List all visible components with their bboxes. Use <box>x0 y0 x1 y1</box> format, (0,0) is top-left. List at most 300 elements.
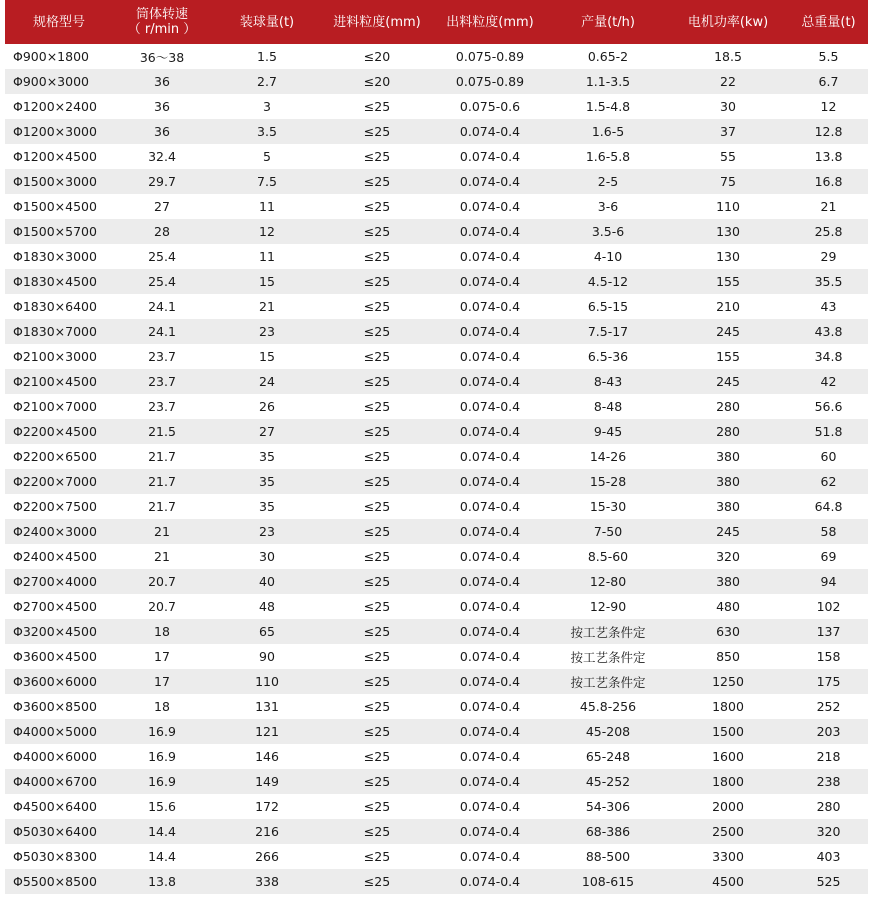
cell-discharge-size: 0.074-0.4 <box>459 524 521 539</box>
cell-model: Φ1500×5700 <box>13 224 97 239</box>
table-row <box>5 519 868 544</box>
cell-discharge-size: 0.074-0.4 <box>459 299 521 314</box>
cell-total-weight: 94 <box>820 574 837 589</box>
cell-motor-power: 1800 <box>712 699 744 714</box>
cell-discharge-size: 0.074-0.4 <box>459 174 521 189</box>
cell-total-weight: 69 <box>820 549 837 564</box>
cell-speed: 28 <box>154 224 170 239</box>
cell-ball-load: 216 <box>255 824 279 839</box>
cell-total-weight: 34.8 <box>814 349 843 364</box>
table-row <box>5 544 868 569</box>
cell-model: Φ2400×4500 <box>13 549 97 564</box>
cell-total-weight: 42 <box>820 374 837 389</box>
cell-feed-size: ≤25 <box>363 874 391 889</box>
header-row <box>5 0 868 44</box>
cell-total-weight: 137 <box>816 624 841 639</box>
cell-model: Φ1200×3000 <box>13 124 97 139</box>
cell-discharge-size: 0.074-0.4 <box>459 824 521 839</box>
cell-capacity: 4-10 <box>593 249 623 264</box>
cell-ball-load: 24 <box>259 374 275 389</box>
cell-ball-load: 172 <box>255 799 279 814</box>
cell-ball-load: 7.5 <box>257 174 277 189</box>
cell-capacity: 3-6 <box>597 199 619 214</box>
cell-speed: 23.7 <box>148 399 176 414</box>
cell-motor-power: 110 <box>716 199 740 214</box>
cell-feed-size: ≤25 <box>363 524 391 539</box>
cell-discharge-size: 0.074-0.4 <box>459 449 521 464</box>
cell-capacity: 1.6-5.8 <box>585 149 631 164</box>
cell-total-weight: 21 <box>820 199 837 214</box>
cell-total-weight: 102 <box>816 599 841 614</box>
cell-feed-size: ≤25 <box>363 249 391 264</box>
cell-total-weight: 238 <box>816 774 841 789</box>
cell-motor-power: 380 <box>716 499 740 514</box>
cell-model: Φ2100×3000 <box>13 349 97 364</box>
cell-speed: 13.8 <box>148 874 176 889</box>
cell-motor-power: 4500 <box>712 874 744 889</box>
table-body <box>5 44 868 894</box>
cell-ball-load: 23 <box>259 324 275 339</box>
cell-ball-load: 15 <box>259 274 275 289</box>
cell-feed-size: ≤25 <box>363 399 391 414</box>
cell-capacity: 7-50 <box>593 524 623 539</box>
cell-speed: 36 <box>154 99 170 114</box>
cell-total-weight: 218 <box>816 749 841 764</box>
cell-total-weight: 56.6 <box>814 399 843 414</box>
cell-motor-power: 2000 <box>712 799 744 814</box>
header-motor-power: 电机功率(kw) <box>687 14 769 30</box>
cell-total-weight: 175 <box>816 674 841 689</box>
cell-discharge-size: 0.074-0.4 <box>459 749 521 764</box>
cell-discharge-size: 0.074-0.4 <box>459 774 521 789</box>
cell-capacity: 2-5 <box>597 174 619 189</box>
table-row <box>5 344 868 369</box>
cell-model: Φ5030×8300 <box>13 849 97 864</box>
cell-total-weight: 43.8 <box>814 324 843 339</box>
cell-speed: 21.5 <box>148 424 176 439</box>
cell-feed-size: ≤20 <box>363 74 391 89</box>
cell-model: Φ1500×3000 <box>13 174 97 189</box>
cell-feed-size: ≤25 <box>363 649 391 664</box>
table-row <box>5 694 868 719</box>
cell-capacity: 68-386 <box>585 824 631 839</box>
cell-capacity: 15-30 <box>589 499 627 514</box>
cell-motor-power: 155 <box>716 349 740 364</box>
cell-discharge-size: 0.074-0.4 <box>459 324 521 339</box>
cell-total-weight: 62 <box>820 474 837 489</box>
cell-speed: 24.1 <box>148 299 176 314</box>
cell-motor-power: 130 <box>716 224 740 239</box>
cell-ball-load: 11 <box>259 199 275 214</box>
cell-discharge-size: 0.074-0.4 <box>459 874 521 889</box>
cell-feed-size: ≤25 <box>363 624 391 639</box>
cell-speed: 23.7 <box>148 374 176 389</box>
cell-motor-power: 155 <box>716 274 740 289</box>
header-ball-load: 装球量(t) <box>239 14 295 30</box>
cell-feed-size: ≤25 <box>363 149 391 164</box>
cell-model: Φ2100×4500 <box>13 374 97 389</box>
cell-speed: 21 <box>154 549 170 564</box>
cell-discharge-size: 0.074-0.4 <box>459 399 521 414</box>
cell-speed: 15.6 <box>148 799 176 814</box>
cell-feed-size: ≤25 <box>363 724 391 739</box>
cell-discharge-size: 0.074-0.4 <box>459 599 521 614</box>
table-row <box>5 769 868 794</box>
cell-total-weight: 29 <box>820 249 837 264</box>
cell-model: Φ4500×6400 <box>13 799 97 814</box>
cell-feed-size: ≤25 <box>363 474 391 489</box>
cell-speed: 20.7 <box>148 574 176 589</box>
table-row <box>5 419 868 444</box>
cell-motor-power: 850 <box>716 649 740 664</box>
table-row <box>5 794 868 819</box>
cell-discharge-size: 0.074-0.4 <box>459 574 521 589</box>
cell-motor-power: 380 <box>716 449 740 464</box>
cell-model: Φ900×1800 <box>13 49 89 64</box>
cell-capacity: 88-500 <box>585 849 631 864</box>
cell-speed: 36 <box>154 74 170 89</box>
cell-total-weight: 43 <box>820 299 837 314</box>
header-capacity: 产量(t/h) <box>581 14 635 30</box>
table-row <box>5 644 868 669</box>
table-row <box>5 494 868 519</box>
table-row <box>5 569 868 594</box>
cell-discharge-size: 0.074-0.4 <box>459 474 521 489</box>
cell-speed: 21.7 <box>148 474 176 489</box>
cell-total-weight: 25.8 <box>814 224 843 239</box>
table-row <box>5 269 868 294</box>
cell-capacity: 1.5-4.8 <box>585 99 631 114</box>
header-speed-unit: （ r/min ） <box>127 22 197 37</box>
cell-model: Φ4000×5000 <box>13 724 97 739</box>
cell-total-weight: 403 <box>816 849 841 864</box>
table-row <box>5 669 868 694</box>
table-row <box>5 819 868 844</box>
cell-feed-size: ≤25 <box>363 374 391 389</box>
table-row <box>5 469 868 494</box>
cell-discharge-size: 0.074-0.4 <box>459 124 521 139</box>
table-row <box>5 169 868 194</box>
cell-model: Φ2200×7500 <box>13 499 97 514</box>
table-header <box>5 0 868 44</box>
cell-speed: 21.7 <box>148 499 176 514</box>
cell-total-weight: 252 <box>816 699 841 714</box>
cell-total-weight: 5.5 <box>818 49 839 64</box>
cell-discharge-size: 0.074-0.4 <box>459 349 521 364</box>
cell-capacity: 15-28 <box>589 474 627 489</box>
cell-feed-size: ≤25 <box>363 199 391 214</box>
table-row <box>5 119 868 144</box>
table-row <box>5 594 868 619</box>
cell-ball-load: 35 <box>259 449 275 464</box>
table-row <box>5 869 868 894</box>
cell-model: Φ1500×4500 <box>13 199 97 214</box>
cell-motor-power: 130 <box>716 249 740 264</box>
cell-total-weight: 58 <box>820 524 837 539</box>
table-row <box>5 294 868 319</box>
cell-discharge-size: 0.074-0.4 <box>459 374 521 389</box>
cell-speed: 14.4 <box>148 824 176 839</box>
cell-discharge-size: 0.074-0.4 <box>459 249 521 264</box>
cell-total-weight: 158 <box>816 649 841 664</box>
cell-model: Φ2700×4000 <box>13 574 97 589</box>
cell-total-weight: 320 <box>816 824 841 839</box>
cell-feed-size: ≤20 <box>363 49 391 64</box>
cell-discharge-size: 0.074-0.4 <box>459 724 521 739</box>
cell-capacity: 7.5-17 <box>587 324 629 339</box>
cell-model: Φ1200×2400 <box>13 99 97 114</box>
cell-motor-power: 22 <box>720 74 736 89</box>
cell-total-weight: 35.5 <box>814 274 843 289</box>
table-row <box>5 219 868 244</box>
cell-feed-size: ≤25 <box>363 674 391 689</box>
cell-motor-power: 210 <box>716 299 740 314</box>
cell-model: Φ3600×4500 <box>13 649 97 664</box>
cell-feed-size: ≤25 <box>363 774 391 789</box>
cell-total-weight: 51.8 <box>814 424 843 439</box>
cell-model: Φ3600×6000 <box>13 674 97 689</box>
cell-feed-size: ≤25 <box>363 124 391 139</box>
cell-total-weight: 6.7 <box>818 74 839 89</box>
cell-model: Φ1830×6400 <box>13 299 97 314</box>
cell-speed: 17 <box>154 649 170 664</box>
cell-speed: 14.4 <box>148 849 176 864</box>
cell-motor-power: 55 <box>720 149 736 164</box>
header-feed-size: 进料粒度(mm) <box>333 14 421 30</box>
cell-speed: 25.4 <box>148 274 176 289</box>
cell-discharge-size: 0.074-0.4 <box>459 199 521 214</box>
cell-motor-power: 380 <box>716 574 740 589</box>
cell-capacity: 45.8-256 <box>579 699 637 714</box>
cell-model: Φ2200×6500 <box>13 449 97 464</box>
cell-discharge-size: 0.074-0.4 <box>459 224 521 239</box>
cell-ball-load: 5 <box>263 149 271 164</box>
cell-feed-size: ≤25 <box>363 424 391 439</box>
cell-discharge-size: 0.074-0.4 <box>459 149 521 164</box>
cell-motor-power: 2500 <box>712 824 744 839</box>
cell-speed: 18 <box>154 624 170 639</box>
cell-total-weight: 64.8 <box>814 499 843 514</box>
cell-feed-size: ≤25 <box>363 574 391 589</box>
cell-capacity: 8.5-60 <box>587 549 629 564</box>
table-row <box>5 744 868 769</box>
cell-model: Φ3200×4500 <box>13 624 97 639</box>
cell-ball-load: 30 <box>259 549 275 564</box>
cell-discharge-size: 0.075-0.6 <box>459 99 521 114</box>
cell-capacity: 6.5-36 <box>587 349 629 364</box>
cell-ball-load: 266 <box>255 849 279 864</box>
cell-motor-power: 1600 <box>712 749 744 764</box>
cell-ball-load: 11 <box>259 249 275 264</box>
cell-motor-power: 75 <box>720 174 736 189</box>
cell-total-weight: 60 <box>820 449 837 464</box>
cell-motor-power: 245 <box>716 324 740 339</box>
table-row <box>5 444 868 469</box>
cell-ball-load: 110 <box>255 674 279 689</box>
cell-total-weight: 525 <box>816 874 841 889</box>
cell-speed: 17 <box>154 674 170 689</box>
cell-discharge-size: 0.075-0.89 <box>455 74 525 89</box>
cell-discharge-size: 0.074-0.4 <box>459 649 521 664</box>
cell-discharge-size: 0.074-0.4 <box>459 624 521 639</box>
cell-speed: 25.4 <box>148 249 176 264</box>
cell-speed: 18 <box>154 699 170 714</box>
cell-discharge-size: 0.074-0.4 <box>459 674 521 689</box>
cell-capacity: 12-80 <box>589 574 627 589</box>
cell-capacity: 按工艺条件定 <box>570 674 646 690</box>
cell-motor-power: 380 <box>716 474 740 489</box>
cell-capacity: 按工艺条件定 <box>570 649 646 665</box>
cell-motor-power: 37 <box>720 124 736 139</box>
cell-speed: 32.4 <box>148 149 176 164</box>
cell-capacity: 45-252 <box>585 774 631 789</box>
cell-feed-size: ≤25 <box>363 549 391 564</box>
cell-discharge-size: 0.074-0.4 <box>459 849 521 864</box>
cell-capacity: 65-248 <box>585 749 631 764</box>
cell-discharge-size: 0.075-0.89 <box>455 49 525 64</box>
cell-ball-load: 21 <box>259 299 275 314</box>
cell-feed-size: ≤25 <box>363 349 391 364</box>
cell-feed-size: ≤25 <box>363 824 391 839</box>
cell-speed: 36～38 <box>139 49 185 65</box>
cell-ball-load: 26 <box>259 399 275 414</box>
cell-feed-size: ≤25 <box>363 449 391 464</box>
cell-model: Φ1830×7000 <box>13 324 97 339</box>
cell-motor-power: 1500 <box>712 724 744 739</box>
cell-ball-load: 35 <box>259 474 275 489</box>
cell-speed: 16.9 <box>148 774 176 789</box>
header-speed: 筒体转速 （ r/min ） <box>113 0 211 44</box>
cell-ball-load: 23 <box>259 524 275 539</box>
cell-speed: 16.9 <box>148 724 176 739</box>
cell-speed: 20.7 <box>148 599 176 614</box>
cell-capacity: 12-90 <box>589 599 627 614</box>
cell-discharge-size: 0.074-0.4 <box>459 274 521 289</box>
cell-model: Φ1200×4500 <box>13 149 97 164</box>
cell-model: Φ1830×4500 <box>13 274 97 289</box>
cell-total-weight: 12.8 <box>814 124 843 139</box>
cell-model: Φ2100×7000 <box>13 399 97 414</box>
cell-feed-size: ≤25 <box>363 499 391 514</box>
cell-capacity: 108-615 <box>581 874 635 889</box>
cell-motor-power: 480 <box>716 599 740 614</box>
cell-motor-power: 18.5 <box>714 49 742 64</box>
cell-total-weight: 280 <box>816 799 841 814</box>
cell-motor-power: 1250 <box>712 674 744 689</box>
table-row <box>5 719 868 744</box>
table-row <box>5 319 868 344</box>
cell-model: Φ2200×7000 <box>13 474 97 489</box>
cell-feed-size: ≤25 <box>363 274 391 289</box>
cell-feed-size: ≤25 <box>363 224 391 239</box>
ball-mill-spec-table <box>5 0 868 894</box>
cell-capacity: 1.1-3.5 <box>585 74 631 89</box>
cell-speed: 23.7 <box>148 349 176 364</box>
cell-capacity: 14-26 <box>589 449 627 464</box>
cell-ball-load: 338 <box>255 874 279 889</box>
cell-capacity: 45-208 <box>585 724 631 739</box>
cell-total-weight: 12 <box>820 99 837 114</box>
cell-total-weight: 203 <box>816 724 841 739</box>
cell-motor-power: 280 <box>716 424 740 439</box>
cell-speed: 16.9 <box>148 749 176 764</box>
cell-capacity: 9-45 <box>593 424 623 439</box>
cell-motor-power: 3300 <box>712 849 744 864</box>
cell-motor-power: 1800 <box>712 774 744 789</box>
cell-model: Φ2700×4500 <box>13 599 97 614</box>
cell-model: Φ2200×4500 <box>13 424 97 439</box>
table-row <box>5 144 868 169</box>
header-discharge-size: 出料粒度(mm) <box>446 14 534 30</box>
cell-speed: 21 <box>154 524 170 539</box>
cell-model: Φ4000×6000 <box>13 749 97 764</box>
table-row <box>5 44 868 69</box>
cell-model: Φ1830×3000 <box>13 249 97 264</box>
cell-ball-load: 15 <box>259 349 275 364</box>
cell-speed: 27 <box>154 199 170 214</box>
cell-capacity: 3.5-6 <box>591 224 625 239</box>
cell-ball-load: 35 <box>259 499 275 514</box>
table-row <box>5 94 868 119</box>
cell-total-weight: 16.8 <box>814 174 843 189</box>
cell-feed-size: ≤25 <box>363 174 391 189</box>
table-row <box>5 394 868 419</box>
cell-motor-power: 30 <box>720 99 736 114</box>
cell-discharge-size: 0.074-0.4 <box>459 499 521 514</box>
cell-ball-load: 121 <box>255 724 279 739</box>
cell-ball-load: 146 <box>255 749 279 764</box>
cell-ball-load: 90 <box>259 649 275 664</box>
cell-feed-size: ≤25 <box>363 749 391 764</box>
table-row <box>5 619 868 644</box>
cell-model: Φ5030×6400 <box>13 824 97 839</box>
cell-ball-load: 48 <box>259 599 275 614</box>
cell-discharge-size: 0.074-0.4 <box>459 799 521 814</box>
cell-motor-power: 245 <box>716 374 740 389</box>
cell-ball-load: 131 <box>255 699 279 714</box>
cell-discharge-size: 0.074-0.4 <box>459 699 521 714</box>
cell-model: Φ4000×6700 <box>13 774 97 789</box>
cell-speed: 29.7 <box>148 174 176 189</box>
table-row <box>5 69 868 94</box>
cell-feed-size: ≤25 <box>363 699 391 714</box>
table-row <box>5 369 868 394</box>
cell-motor-power: 280 <box>716 399 740 414</box>
cell-capacity: 4.5-12 <box>587 274 629 289</box>
table-row <box>5 194 868 219</box>
cell-feed-size: ≤25 <box>363 599 391 614</box>
cell-capacity: 54-306 <box>585 799 631 814</box>
cell-feed-size: ≤25 <box>363 99 391 114</box>
cell-feed-size: ≤25 <box>363 299 391 314</box>
table-row <box>5 244 868 269</box>
cell-feed-size: ≤25 <box>363 799 391 814</box>
cell-feed-size: ≤25 <box>363 849 391 864</box>
cell-motor-power: 245 <box>716 524 740 539</box>
cell-capacity: 0.65-2 <box>587 49 629 64</box>
cell-capacity: 6.5-15 <box>587 299 629 314</box>
cell-ball-load: 65 <box>259 624 275 639</box>
cell-ball-load: 2.7 <box>257 74 277 89</box>
cell-discharge-size: 0.074-0.4 <box>459 424 521 439</box>
cell-capacity: 8-43 <box>593 374 623 389</box>
cell-speed: 24.1 <box>148 324 176 339</box>
header-total-weight: 总重量(t) <box>801 14 856 30</box>
table-row <box>5 844 868 869</box>
cell-ball-load: 149 <box>255 774 279 789</box>
cell-ball-load: 3 <box>263 99 271 114</box>
cell-feed-size: ≤25 <box>363 324 391 339</box>
